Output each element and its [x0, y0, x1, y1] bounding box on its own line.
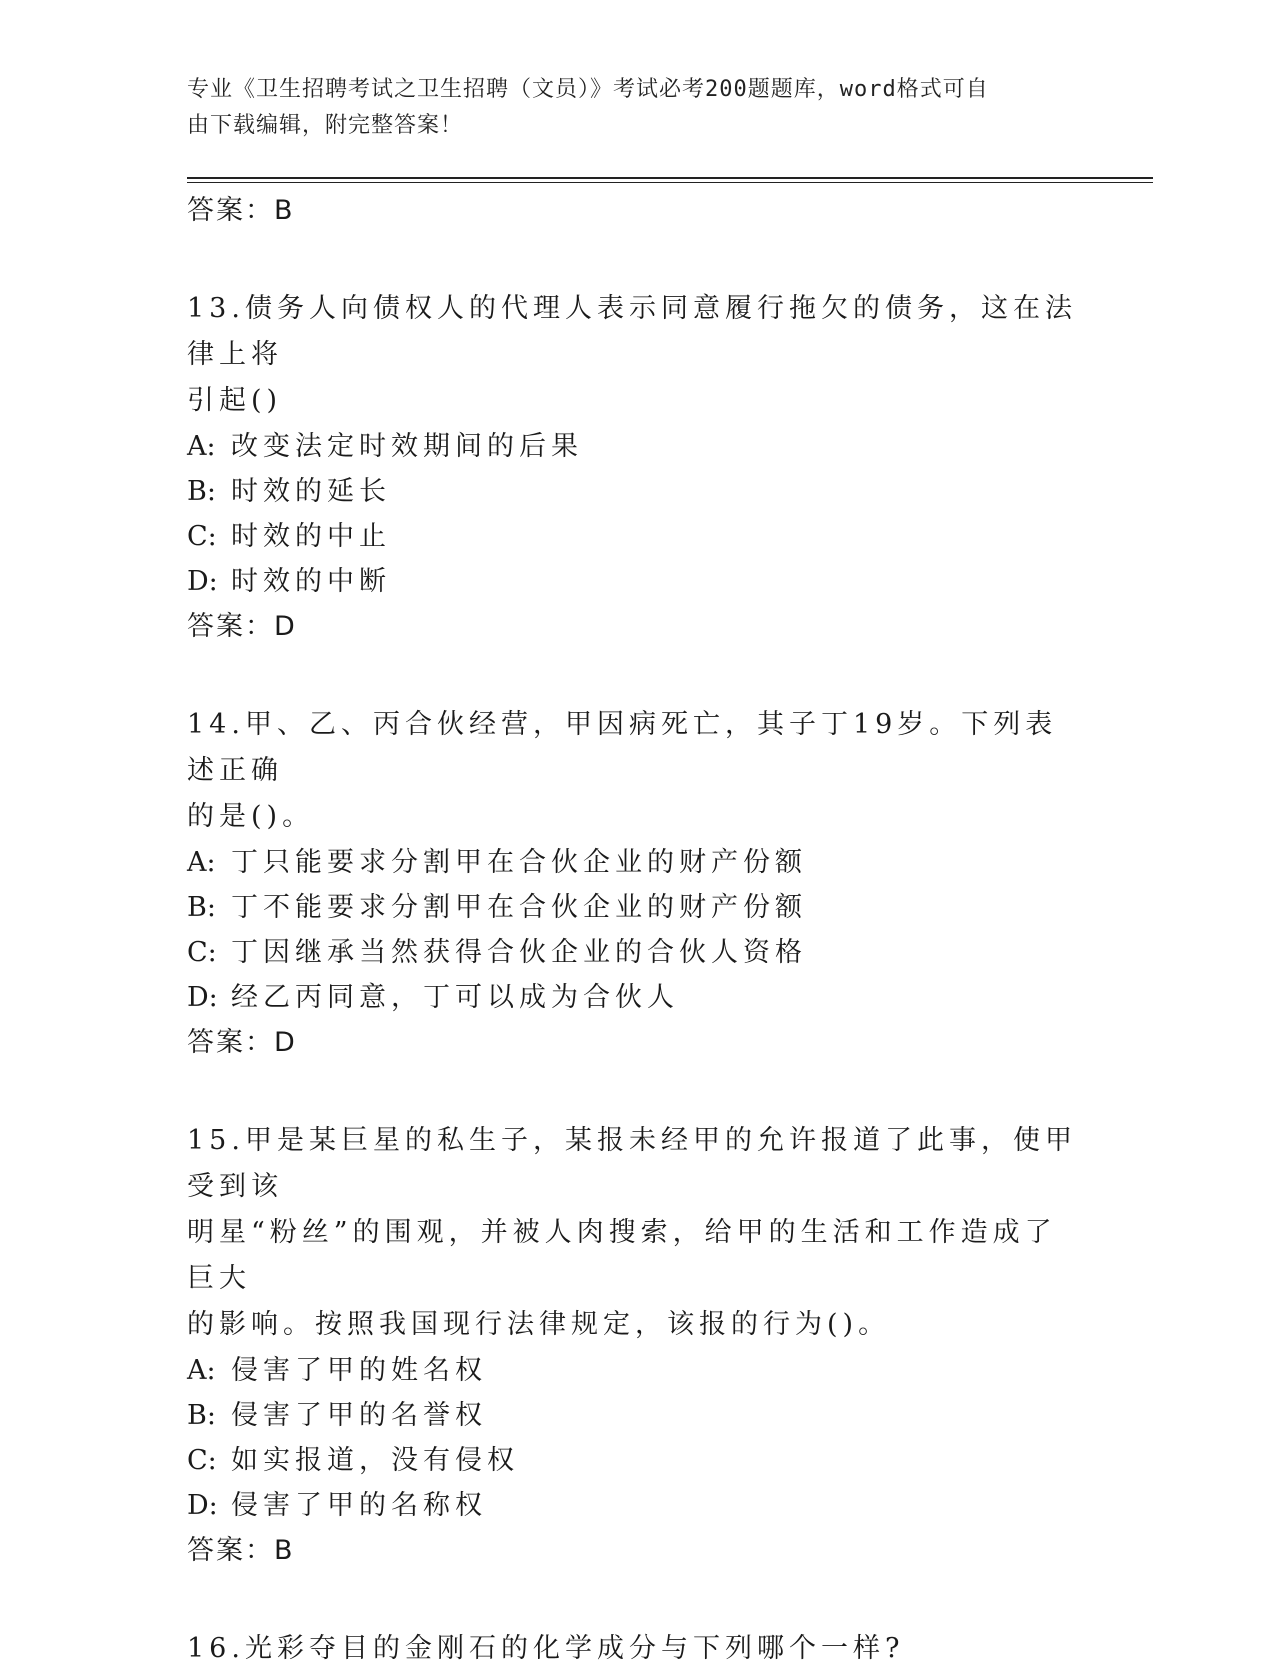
- question-stem-line: 的影响。按照我国现行法律规定，该报的行为()。: [187, 1309, 891, 1340]
- answer-line: 答案：D: [187, 611, 297, 642]
- question-13: [187, 286, 1087, 650]
- option-a: [187, 840, 1087, 885]
- option-letter: B:: [187, 1400, 216, 1431]
- question-stem-line: 16.光彩夺目的金刚石的化学成分与下列哪个一样?: [187, 1633, 905, 1664]
- option-text: 改变法定时效期间的后果: [231, 431, 583, 462]
- option-text: 时效的中断: [231, 566, 391, 597]
- question-16: [187, 1626, 1087, 1672]
- option-text: 如实报道，没有侵权: [231, 1445, 519, 1476]
- option-b: [187, 1393, 1087, 1438]
- option-text: 丁只能要求分割甲在合伙企业的财产份额: [231, 847, 807, 878]
- option-letter: A:: [187, 431, 216, 462]
- option-letter: C:: [187, 1445, 217, 1476]
- option-text: 经乙丙同意，丁可以成为合伙人: [231, 982, 679, 1013]
- option-c: [187, 930, 1087, 975]
- answer-line: 答案：B: [187, 1535, 295, 1566]
- option-text: 侵害了甲的名誉权: [231, 1400, 487, 1431]
- option-a: [187, 424, 1087, 469]
- option-letter: C:: [187, 521, 217, 552]
- option-letter: D:: [187, 982, 218, 1013]
- document-header: [187, 72, 1067, 144]
- question-stem-line: 15.甲是某巨星的私生子，某报未经甲的允许报道了此事，使甲受到该: [187, 1125, 1077, 1202]
- document-body: [187, 188, 1087, 1672]
- option-d: [187, 559, 1087, 604]
- header-rule-thin: [187, 182, 1153, 183]
- option-b: [187, 885, 1087, 930]
- option-b: [187, 469, 1087, 514]
- option-c: [187, 514, 1087, 559]
- option-text: 侵害了甲的名称权: [231, 1490, 487, 1521]
- answer-line: 答案：D: [187, 1027, 297, 1058]
- option-text: 时效的延长: [231, 476, 391, 507]
- answer-line: 答案：B: [187, 195, 295, 226]
- option-letter: B:: [187, 892, 216, 923]
- header-line-1: 专业《卫生招聘考试之卫生招聘（文员）》考试必考200题题库，word格式可自: [187, 77, 989, 102]
- question-stem-line: 明星“粉丝”的围观，并被人肉搜索，给甲的生活和工作造成了巨大: [187, 1217, 1057, 1294]
- option-c: [187, 1438, 1087, 1483]
- option-letter: D:: [187, 566, 218, 597]
- header-line-2: 由下载编辑，附完整答案！: [187, 113, 464, 138]
- option-d: [187, 975, 1087, 1020]
- option-d: [187, 1483, 1087, 1528]
- option-letter: C:: [187, 937, 217, 968]
- option-text: 丁因继承当然获得合伙企业的合伙人资格: [231, 937, 807, 968]
- option-letter: A:: [187, 1355, 216, 1386]
- question-14: [187, 702, 1087, 1066]
- question-stem-line: 14.甲、乙、丙合伙经营，甲因病死亡，其子丁19岁。下列表述正确: [187, 709, 1058, 786]
- question-stem-line: 13.债务人向债权人的代理人表示同意履行拖欠的债务，这在法律上将: [187, 293, 1077, 370]
- option-letter: A:: [187, 847, 216, 878]
- question-stem-line: 的是()。: [187, 801, 315, 832]
- question-stem-line: 引起(): [187, 385, 283, 416]
- option-a: [187, 1348, 1087, 1393]
- option-letter: D:: [187, 1490, 218, 1521]
- question-15: [187, 1118, 1087, 1574]
- option-text: 时效的中止: [231, 521, 391, 552]
- option-text: 丁不能要求分割甲在合伙企业的财产份额: [231, 892, 807, 923]
- option-letter: B:: [187, 476, 216, 507]
- option-text: 侵害了甲的姓名权: [231, 1355, 487, 1386]
- header-rule-thick: [187, 177, 1153, 179]
